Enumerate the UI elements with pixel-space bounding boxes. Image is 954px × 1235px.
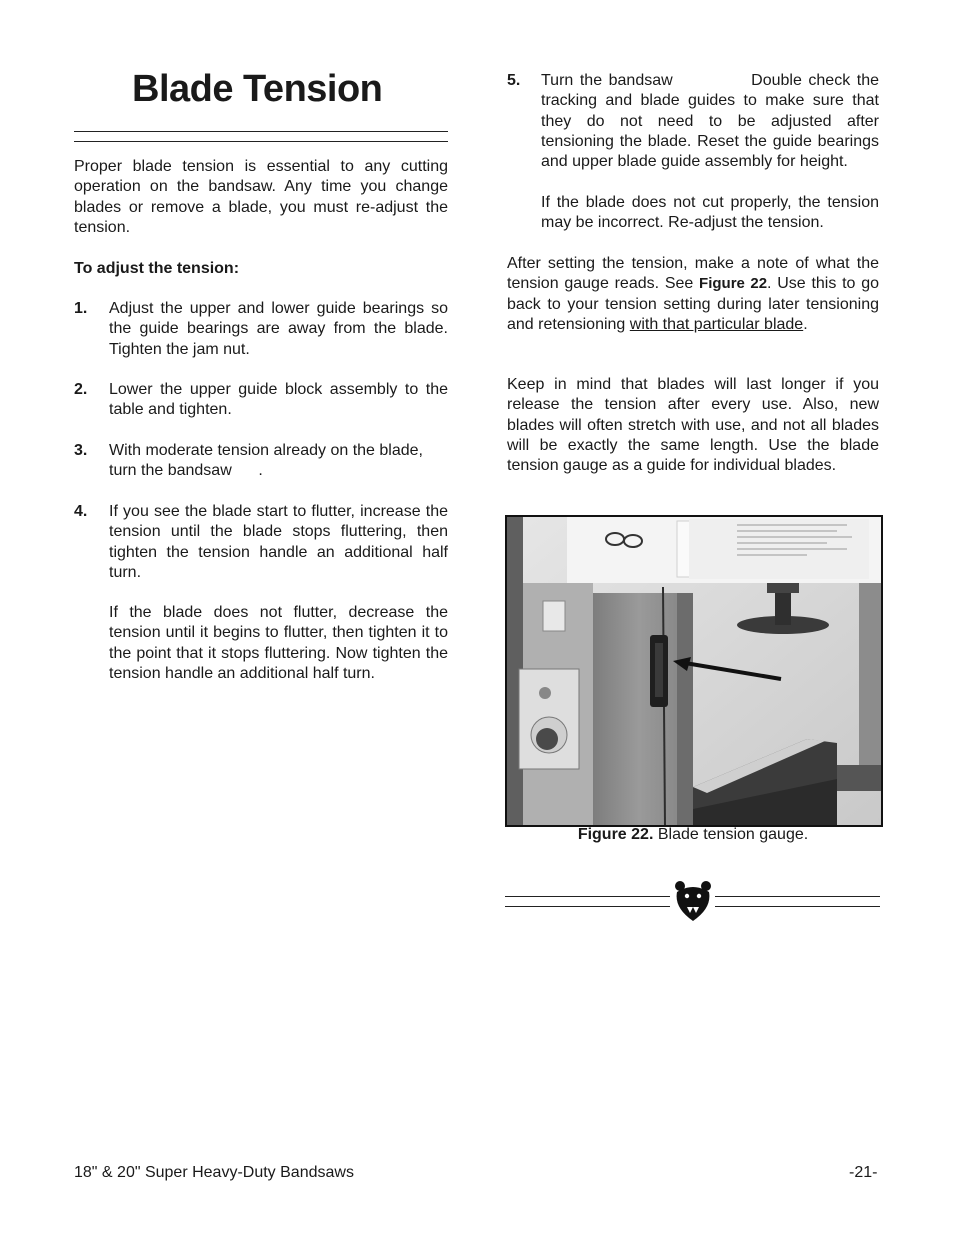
figure-caption-text: Blade tension gauge. [653,826,809,843]
step-note: If the blade does not flutter, decrease the tension until it begins to flutter, then tighten it to the point that it stops fluttering. Now tighten the tension handle an additional half turn. [109,604,448,682]
step-text: If you see the blade start to flutter, increase the tension until the blade stops fluttering, then tighten the tension handle an additional half turn. [109,503,448,581]
divider-rule-left-1 [505,896,670,897]
step-number: 5. [507,72,521,89]
divider-rule-right-2 [715,906,880,907]
step-1 [74,299,448,363]
underlined-phrase: with that particular blade [629,315,804,333]
step-text: Turn the bandsaw Double check the tracking and blade guides to make sure that they do not need to be adjusted after tensioning the blade. Reset the guide bearings and upper blade guide assembly for height. [541,72,884,171]
bandsaw-photo-illustration [507,517,881,825]
step-number: 4. [74,503,88,520]
step-text: Lower the upper guide block assembly to the table and tighten. [109,381,448,419]
footer-manual-title: 18" & 20" Super Heavy-Duty Bandsaws [74,1164,354,1181]
after-setting-paragraph [507,254,879,335]
figure-caption [507,826,879,844]
step-number: 2. [74,381,88,398]
keep-in-mind-text: Keep in mind that blades will last longer if you release the tension after every use. Also, new blades will often stretch with use, and not all blades will be exactly the same length. Use the blade tension gauge as a guide for individual blades. [507,376,879,475]
after-text-start: After setting the tension, make a note of what the tension gauge reads. See [507,255,879,293]
step-number: 1. [74,300,88,317]
figure-caption-label: Figure 22. [577,826,654,843]
bear-logo-icon [674,880,712,922]
step-3 [74,441,448,485]
figure-22-photo [505,515,883,827]
keep-in-mind-paragraph [507,375,879,476]
step-text: Adjust the upper and lower guide bearings so the guide bearings are away from the blade. Tighten the jam nut. [109,300,448,358]
step-2 [74,380,448,424]
intro-text: Proper blade tension is essential to any cutting operation on the bandsaw. Any time you change blades or remove a blade, you must re-adjust the tension. [74,158,448,236]
figure-reference: Figure 22 [699,275,768,293]
title-rule-top [74,131,448,132]
footer-page-number: -21- [849,1164,878,1181]
step-4 [74,502,448,682]
intro-paragraph [74,157,448,238]
procedure-heading [74,259,448,279]
after-text-end: . [803,315,808,333]
after-setting-text [507,254,879,335]
step-text: With moderate tension already on the blade, turn the bandsaw . [109,442,428,480]
divider-rule-right-1 [715,896,880,897]
divider-rule-left-2 [505,906,670,907]
title-rule-bottom [74,141,448,142]
step-number: 3. [74,442,88,459]
procedure-heading-text: To adjust the tension: [74,260,240,277]
page-title: Blade Tension [132,68,383,110]
after-text-middle: . Use this to go back to your tension setting during later tensioning and retensioning [507,275,880,333]
step-note: If the blade does not cut properly, the tension may be incorrect. Re-adjust the tension. [541,194,879,232]
step-5 [507,71,884,232]
